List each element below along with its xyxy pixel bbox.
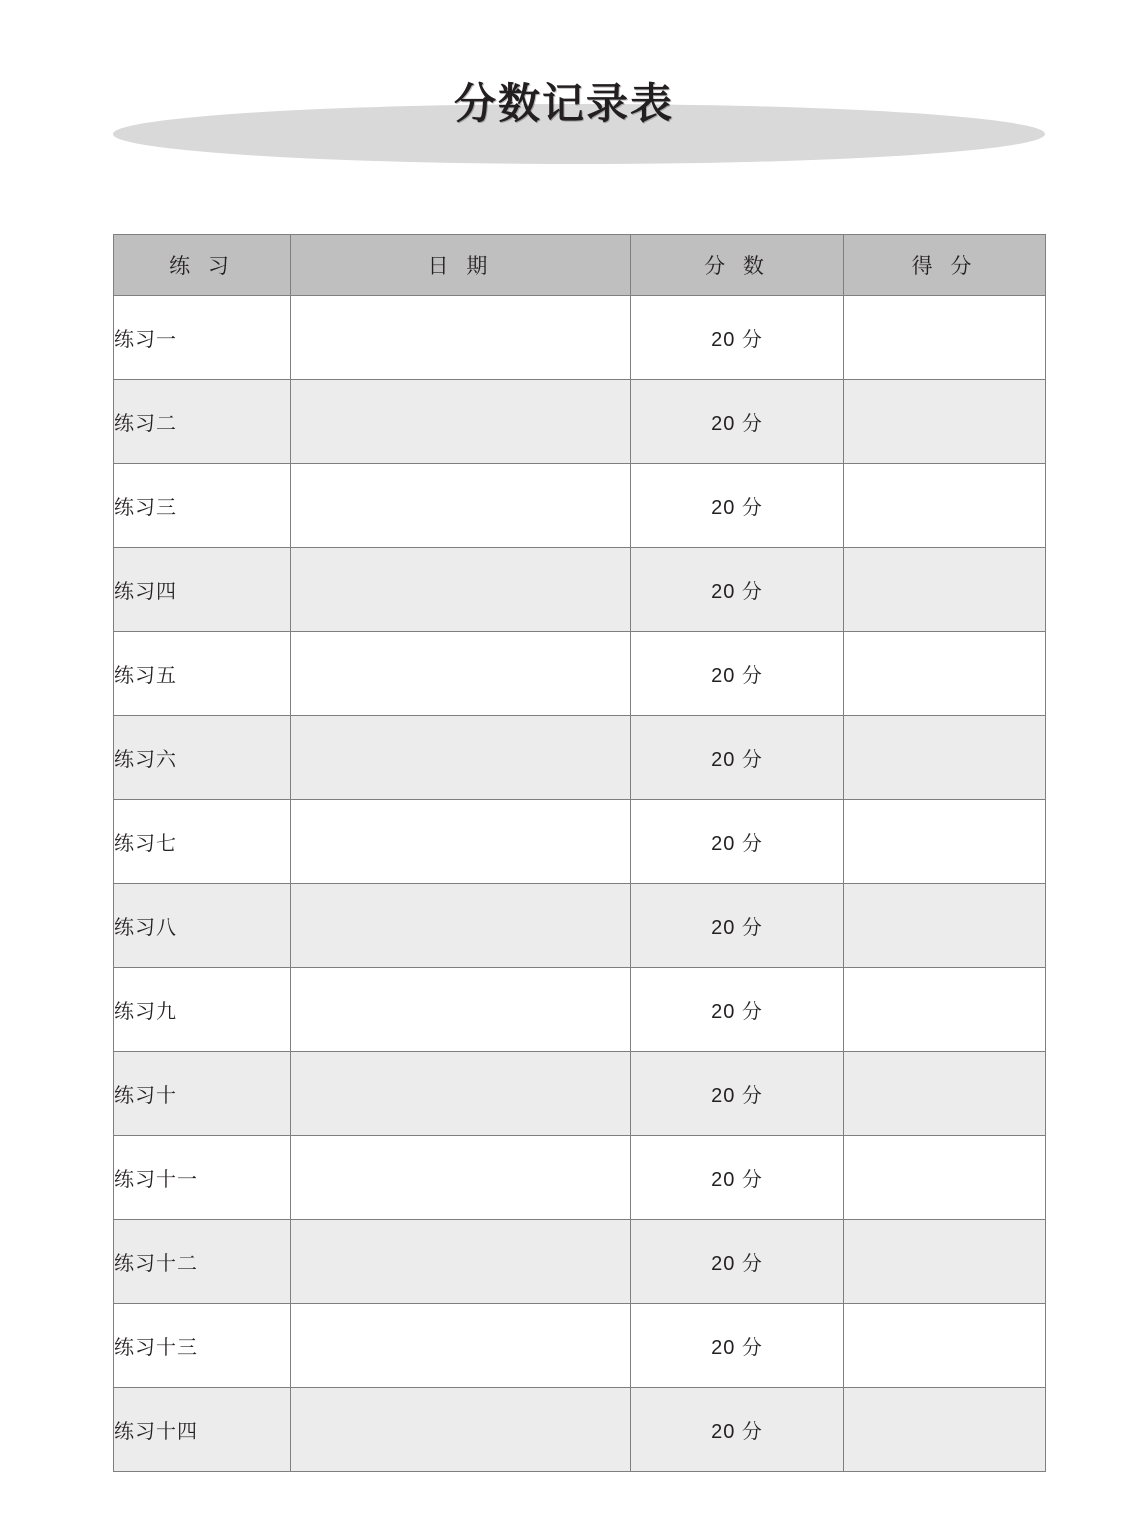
table-row <box>114 1052 1046 1136</box>
column-header-exercise: 练 习 <box>114 235 291 296</box>
cell-date[interactable] <box>291 1304 631 1388</box>
table-row <box>114 1136 1046 1220</box>
cell-date[interactable] <box>291 884 631 968</box>
cell-exercise: 练习十四 <box>114 1388 291 1472</box>
table-row <box>114 296 1046 380</box>
cell-score: 20 分 <box>631 296 844 380</box>
table-row <box>114 380 1046 464</box>
cell-exercise: 练习九 <box>114 968 291 1052</box>
cell-score: 20 分 <box>631 884 844 968</box>
cell-score: 20 分 <box>631 800 844 884</box>
cell-exercise: 练习十三 <box>114 1304 291 1388</box>
cell-got[interactable] <box>844 548 1046 632</box>
table-row <box>114 548 1046 632</box>
cell-got[interactable] <box>844 464 1046 548</box>
score-table-container <box>113 234 1045 1472</box>
cell-score: 20 分 <box>631 968 844 1052</box>
cell-got[interactable] <box>844 1220 1046 1304</box>
cell-score: 20 分 <box>631 1304 844 1388</box>
table-header-row <box>114 235 1046 296</box>
table-row <box>114 464 1046 548</box>
cell-got[interactable] <box>844 884 1046 968</box>
table-header <box>114 235 1046 296</box>
cell-score: 20 分 <box>631 632 844 716</box>
cell-exercise: 练习三 <box>114 464 291 548</box>
cell-score: 20 分 <box>631 548 844 632</box>
cell-date[interactable] <box>291 548 631 632</box>
cell-date[interactable] <box>291 1052 631 1136</box>
cell-exercise: 练习八 <box>114 884 291 968</box>
table-row <box>114 1304 1046 1388</box>
table-row <box>114 800 1046 884</box>
cell-got[interactable] <box>844 1388 1046 1472</box>
cell-date[interactable] <box>291 800 631 884</box>
column-header-got: 得 分 <box>844 235 1046 296</box>
table-row <box>114 968 1046 1052</box>
cell-date[interactable] <box>291 1136 631 1220</box>
cell-score: 20 分 <box>631 1220 844 1304</box>
cell-exercise: 练习二 <box>114 380 291 464</box>
cell-date[interactable] <box>291 1388 631 1472</box>
cell-got[interactable] <box>844 968 1046 1052</box>
cell-exercise: 练习六 <box>114 716 291 800</box>
cell-got[interactable] <box>844 632 1046 716</box>
cell-date[interactable] <box>291 464 631 548</box>
cell-date[interactable] <box>291 380 631 464</box>
cell-score: 20 分 <box>631 1388 844 1472</box>
table-row <box>114 1388 1046 1472</box>
table-row <box>114 1220 1046 1304</box>
column-header-date: 日 期 <box>291 235 631 296</box>
cell-score: 20 分 <box>631 380 844 464</box>
score-table <box>113 234 1046 1472</box>
cell-got[interactable] <box>844 1052 1046 1136</box>
table-row <box>114 884 1046 968</box>
cell-got[interactable] <box>844 1136 1046 1220</box>
table-row <box>114 716 1046 800</box>
cell-exercise: 练习十 <box>114 1052 291 1136</box>
cell-exercise: 练习四 <box>114 548 291 632</box>
cell-exercise: 练习七 <box>114 800 291 884</box>
column-header-score: 分 数 <box>631 235 844 296</box>
table-body <box>114 296 1046 1472</box>
cell-date[interactable] <box>291 968 631 1052</box>
cell-got[interactable] <box>844 296 1046 380</box>
cell-date[interactable] <box>291 716 631 800</box>
cell-got[interactable] <box>844 716 1046 800</box>
cell-got[interactable] <box>844 380 1046 464</box>
cell-exercise: 练习五 <box>114 632 291 716</box>
cell-score: 20 分 <box>631 1052 844 1136</box>
table-row <box>114 632 1046 716</box>
cell-exercise: 练习十一 <box>114 1136 291 1220</box>
cell-got[interactable] <box>844 1304 1046 1388</box>
page-title: 分数记录表 <box>453 79 674 128</box>
cell-date[interactable] <box>291 632 631 716</box>
cell-score: 20 分 <box>631 1136 844 1220</box>
cell-date[interactable] <box>291 1220 631 1304</box>
title-banner <box>0 74 1128 184</box>
cell-exercise: 练习一 <box>114 296 291 380</box>
cell-exercise: 练习十二 <box>114 1220 291 1304</box>
cell-score: 20 分 <box>631 716 844 800</box>
cell-date[interactable] <box>291 296 631 380</box>
cell-score: 20 分 <box>631 464 844 548</box>
cell-got[interactable] <box>844 800 1046 884</box>
